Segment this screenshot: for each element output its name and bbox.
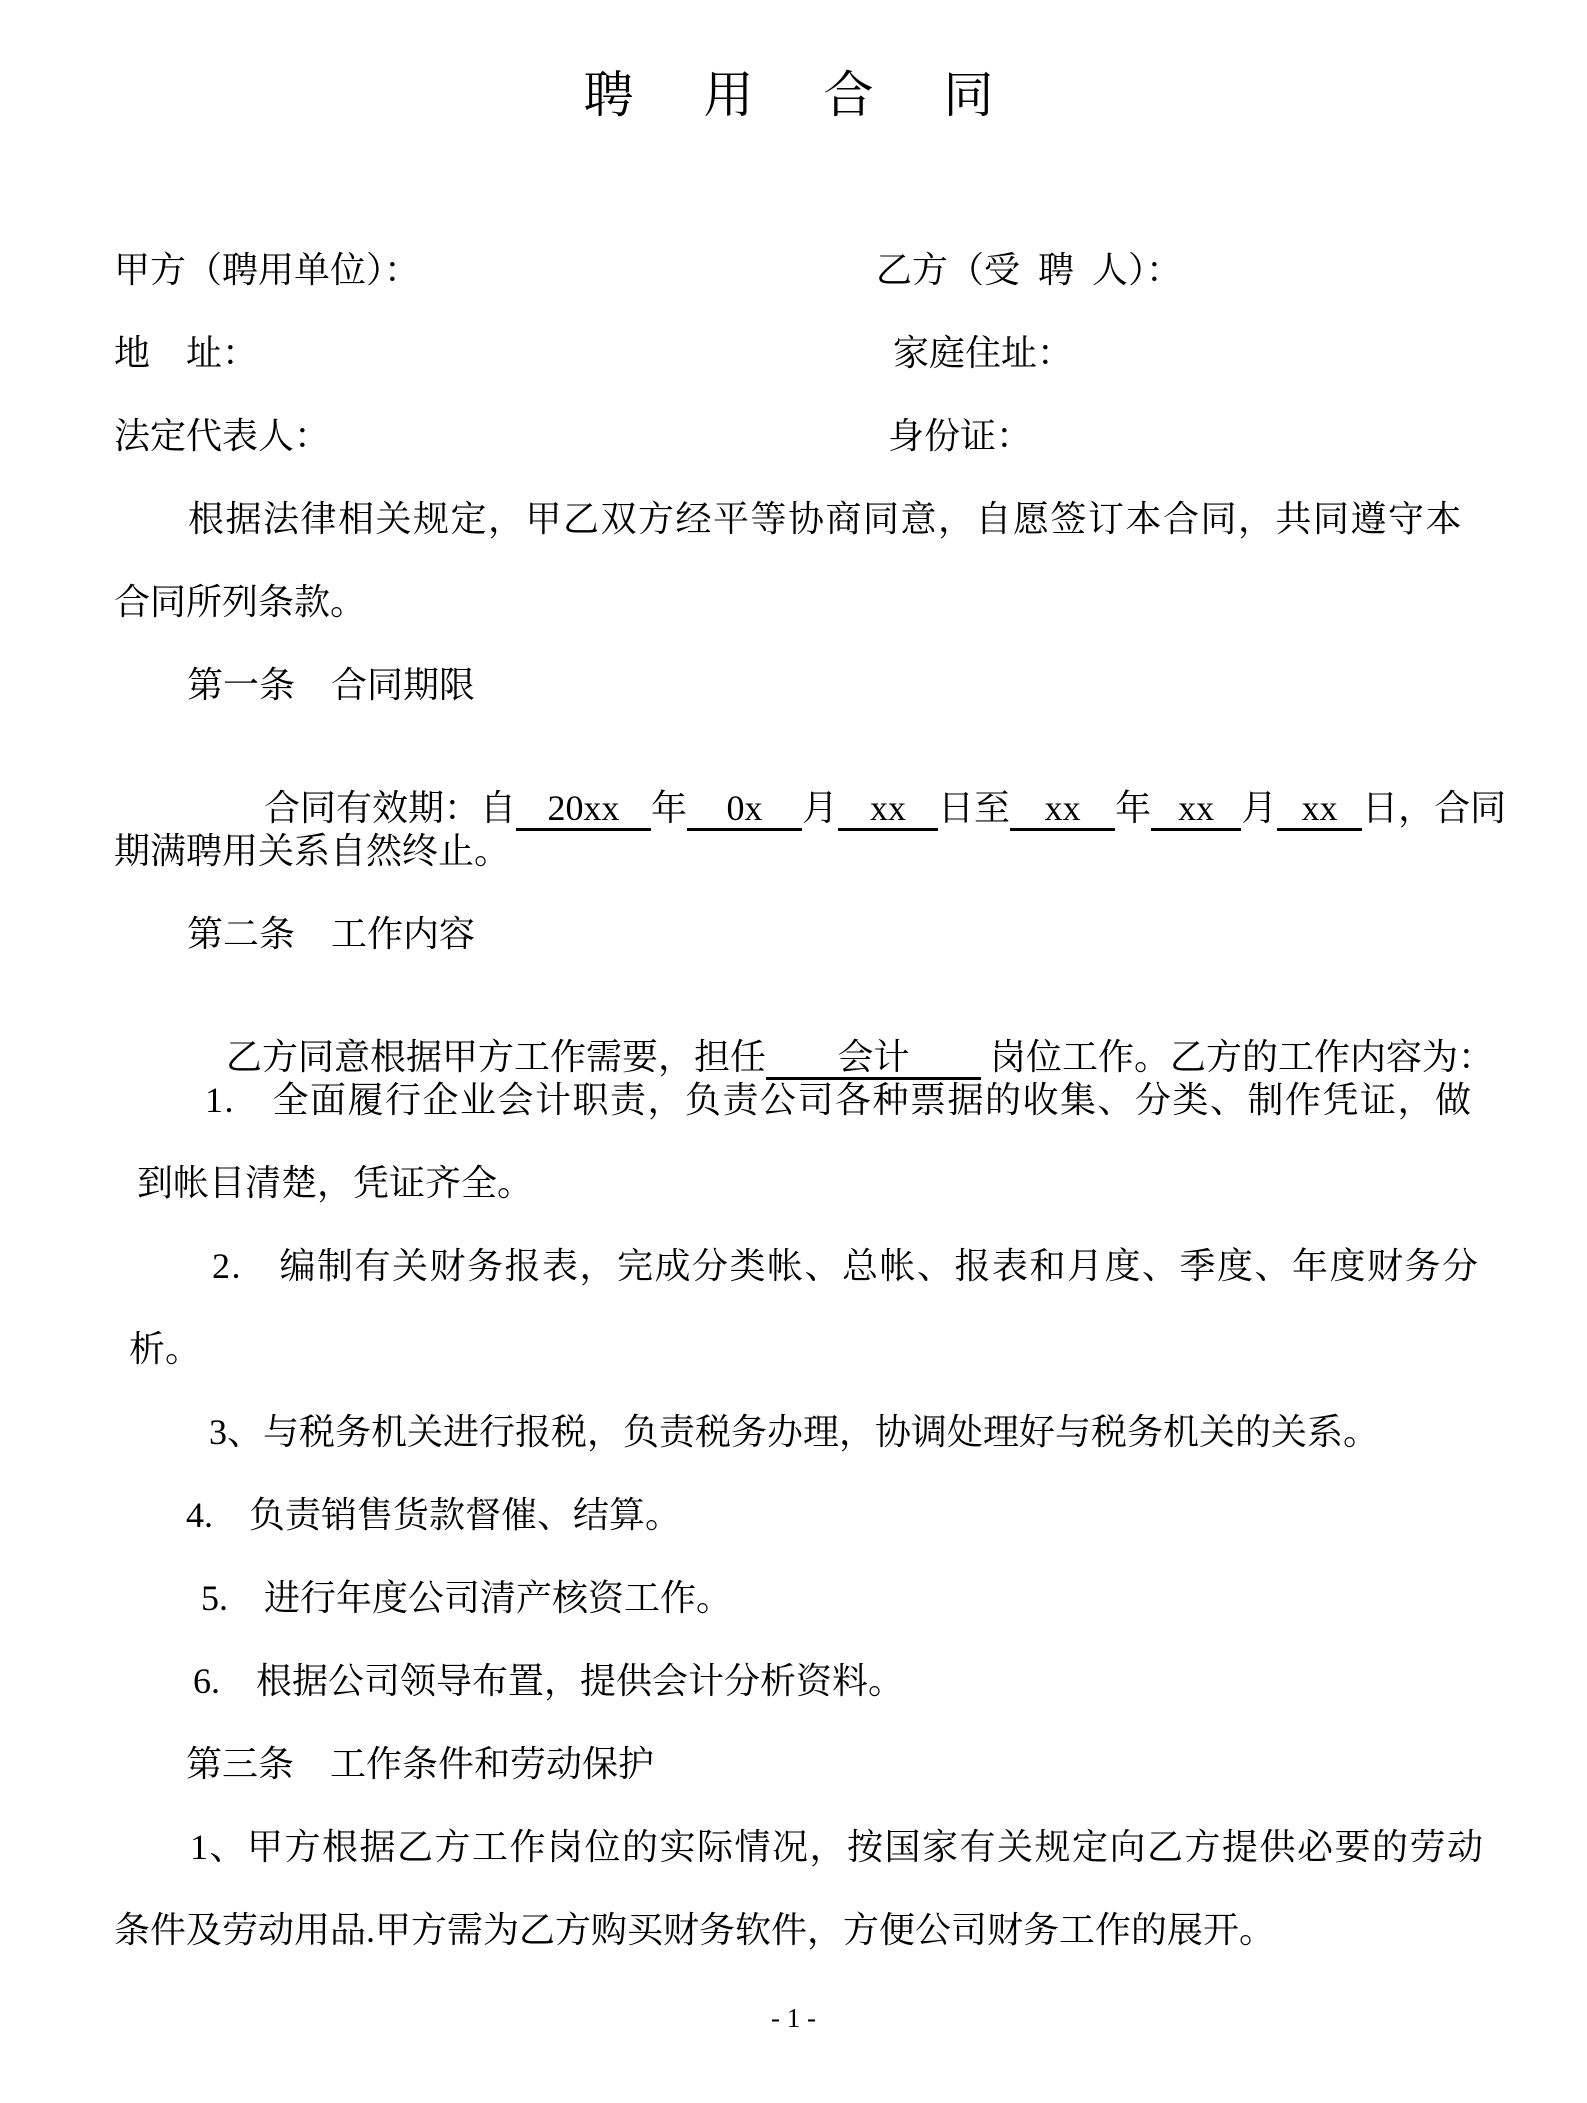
end-day-blank: xx bbox=[1277, 788, 1362, 831]
day-to-unit: 日至 bbox=[938, 788, 1011, 828]
work-item-1-line-2: 到帐目清楚，凭证齐全。 bbox=[137, 1163, 534, 1203]
legal-rep-label: 法定代表人： bbox=[114, 416, 331, 456]
article-3-line-1: 1、甲方根据乙方工作岗位的实际情况，按国家有关规定向乙方提供必要的劳动 bbox=[190, 1827, 1485, 1867]
work-item-6: 6. 根据公司领导布置，提供会计分析资料。 bbox=[193, 1661, 905, 1701]
start-day-blank: xx bbox=[838, 788, 938, 831]
article-1-continuation: 期满聘用关系自然终止。 bbox=[114, 831, 511, 871]
year-unit-2: 年 bbox=[1115, 788, 1152, 828]
start-month-blank: 0x bbox=[687, 788, 802, 831]
article-3-heading: 第三条 工作条件和劳动保护 bbox=[186, 1744, 655, 1784]
month-unit-1: 月 bbox=[802, 788, 839, 828]
party-a-label: 甲方（聘用单位）： bbox=[114, 250, 421, 290]
work-item-4: 4. 负责销售货款督催、结算。 bbox=[186, 1495, 682, 1535]
work-item-2-line-1: 2. 编制有关财务报表，完成分类帐、总帐、报表和月度、季度、年度财务分 bbox=[212, 1246, 1480, 1286]
page-number: - 1 - bbox=[771, 2003, 816, 2033]
page-title: 聘 用 合 同 bbox=[583, 67, 1004, 123]
intro-before-blank: 乙方同意根据甲方工作需要，担任 bbox=[226, 1037, 767, 1077]
end-month-blank: xx bbox=[1151, 788, 1241, 831]
start-year-blank: 20xx bbox=[516, 788, 651, 831]
work-item-5: 5. 进行年度公司清产核资工作。 bbox=[201, 1578, 733, 1618]
article-2-heading: 第二条 工作内容 bbox=[187, 914, 476, 954]
id-card-label: 身份证： bbox=[888, 416, 1033, 456]
end-year-blank: xx bbox=[1010, 788, 1115, 831]
validity-suffix: 日，合同 bbox=[1362, 788, 1507, 828]
month-unit-2: 月 bbox=[1241, 788, 1278, 828]
party-b-label: 乙方（受 聘 人）： bbox=[876, 250, 1183, 290]
article-3-line-2: 条件及劳动用品.甲方需为乙方购买财务软件，方便公司财务工作的展开。 bbox=[114, 1910, 1276, 1950]
validity-prefix: 合同有效期：自 bbox=[264, 788, 517, 828]
home-address-label: 家庭住址： bbox=[893, 333, 1074, 373]
intro-after-blank: 岗位工作。乙方的工作内容为： bbox=[981, 1037, 1495, 1077]
preamble-line-1: 根据法律相关规定，甲乙双方经平等协商同意，自愿签订本合同，共同遵守本 bbox=[188, 499, 1464, 539]
work-item-1-line-1: 1. 全面履行企业会计职责，负责公司各种票据的收集、分类、制作凭证，做 bbox=[205, 1080, 1473, 1120]
work-item-2-line-2: 析。 bbox=[129, 1329, 202, 1369]
preamble-line-2: 合同所列条款。 bbox=[114, 582, 367, 622]
position-blank: 会计 bbox=[766, 1037, 981, 1080]
article-1-heading: 第一条 合同期限 bbox=[187, 665, 476, 705]
work-item-3: 3、与税务机关进行报税，负责税务办理，协调处理好与税务机关的关系。 bbox=[209, 1412, 1380, 1452]
address-label: 地 址： bbox=[114, 333, 259, 373]
year-unit-1: 年 bbox=[651, 788, 688, 828]
